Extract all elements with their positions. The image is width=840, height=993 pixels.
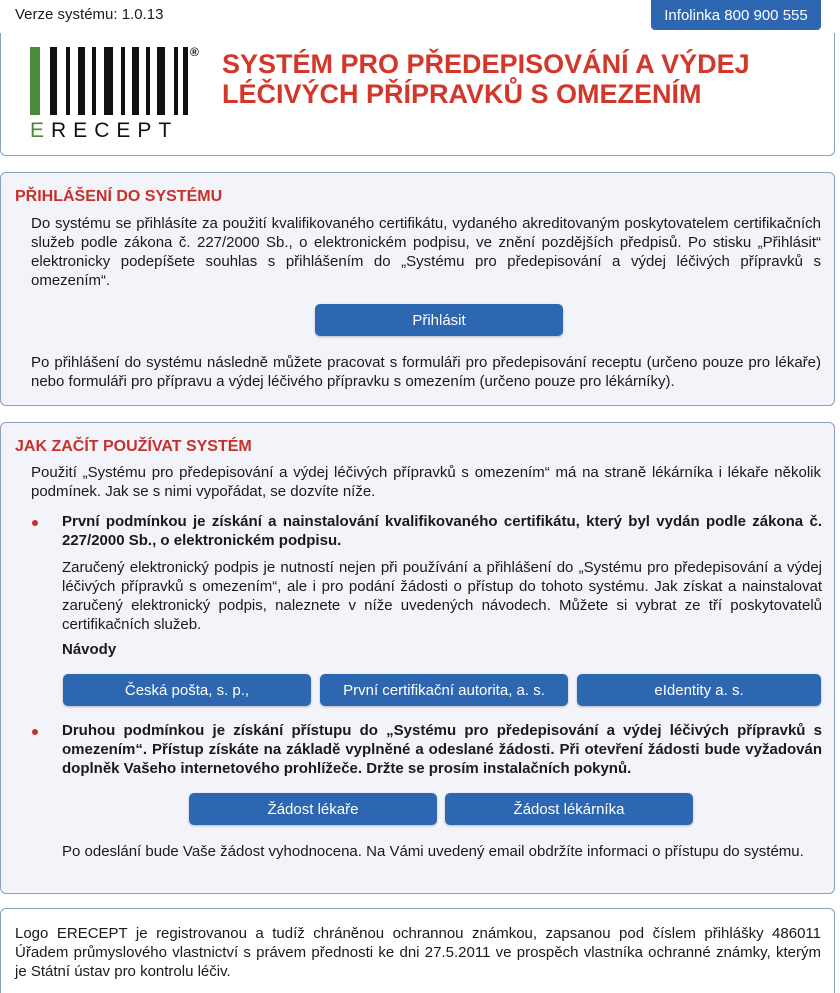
footer-panel <box>0 908 835 993</box>
guide-prvni-certifikacni-autorita-button[interactable]: První certifikační autorita, a. s. <box>320 674 568 706</box>
login-button[interactable]: Přihlásit <box>315 304 563 336</box>
barcode-icon <box>28 47 188 115</box>
request-after-text: Po odeslání bude Vaše žádost vyhodnocena. Na Vámi uvedený email obdržíte informaci o přístupu do systému. <box>62 843 804 860</box>
guide-eidentity-button[interactable]: eIdentity a. s. <box>577 674 821 706</box>
logo-text-rest: RECEPT <box>51 119 179 142</box>
login-after-text: Po přihlášení do systému následně můžete pracovat s formuláři pro předepisování receptu (určeno pouze pro lékaře) nebo formuláři pro přípravu a výdej léčivého přípravku s omezením (určeno pouze pro lékárníky). <box>31 354 821 390</box>
login-intro-text: Do systému se přihlásíte za použití kvalifikovaného certifikátu, vydaného akreditovaným poskytovatelem certifikačních služeb podle zákona č. 227/2000 Sb., o elektronickém podpisu, ve znění pozdějších předpisů. Po stisku „Přihlásit“ elektronicky podepíšete souhlas s přihlášením do „Systému pro předepisování a výdej léčivých přípravků s omezením“. <box>31 215 821 289</box>
condition-1-text: První podmínkou je získání a nainstalování kvalifikovaného certifikátu, který byl vydán podle zákona č. 227/2000 Sb., o elektronickém podpisu. <box>62 513 822 549</box>
system-version: Verze systému: 1.0.13 <box>15 6 164 23</box>
getting-started-intro: Použití „Systému pro předepisování a výdej léčivých přípravků s omezením“ má na straně lékárníka i lékaře několik podmínek. Jak se s nimi vypořádat, se dozvíte níže. <box>31 464 821 500</box>
getting-started-title: JAK ZAČÍT POUŽÍVAT SYSTÉM <box>15 438 252 455</box>
condition-1-detail: Zaručený elektronický podpis je nutností nejen při používání a přihlášení do „Systému pro předepisování a výdej léčivých přípravků s omezením“, ale i pro podání žádosti o přístup do tohoto systému. Jak získat a nainstalovat zaručený elektronický podpis, naleznete v níže uvedených návodech. Můžete si vybrat ze tří poskytovatelů certifikačních služeb. <box>62 559 822 633</box>
app-title: SYSTÉM PRO PŘEDEPISOVÁNÍ A VÝDEJ LÉČIVÝCH PŘÍPRAVKŮ S OMEZENÍM <box>222 49 750 109</box>
getting-started-panel <box>0 422 835 894</box>
guide-ceska-posta-button[interactable]: Česká pošta, s. p., <box>63 674 311 706</box>
guides-label: Návody <box>62 641 117 658</box>
erecept-logo <box>28 47 203 142</box>
logo-wordmark <box>30 119 178 143</box>
logo-text-first: E <box>30 119 52 142</box>
bullet-icon <box>32 520 38 526</box>
registered-mark: ® <box>190 45 199 59</box>
request-doctor-button[interactable]: Žádost lékaře <box>189 793 437 825</box>
hotline-badge: Infolinka 800 900 555 <box>651 0 821 30</box>
login-panel <box>0 172 835 406</box>
trademark-notice: Logo ERECEPT je registrovanou a tudíž chráněnou ochrannou známkou, zapsanou pod číslem přihlášky 486011 Úřadem průmyslového vlastnictví s právem přednosti ke dni 27.5.2011 ve prospěch vlastníka ochranné známky, kterým je Státní ústav pro kontrolu léčiv. <box>15 925 821 980</box>
condition-2-text: Druhou podmínkou je získání přístupu do „Systému pro předepisování a výdej léčivých přípravků s omezením“. Přístup získáte na základě vyplněné a odeslané žádosti. Při otevření žádosti bude vyžadován doplněk Vašeho internetového prohlížeče. Držte se prosím instalačních pokynů. <box>62 722 822 777</box>
login-section-title: PŘIHLÁŠENÍ DO SYSTÉMU <box>15 188 223 205</box>
request-pharmacist-button[interactable]: Žádost lékárníka <box>445 793 693 825</box>
bullet-icon <box>32 729 38 735</box>
